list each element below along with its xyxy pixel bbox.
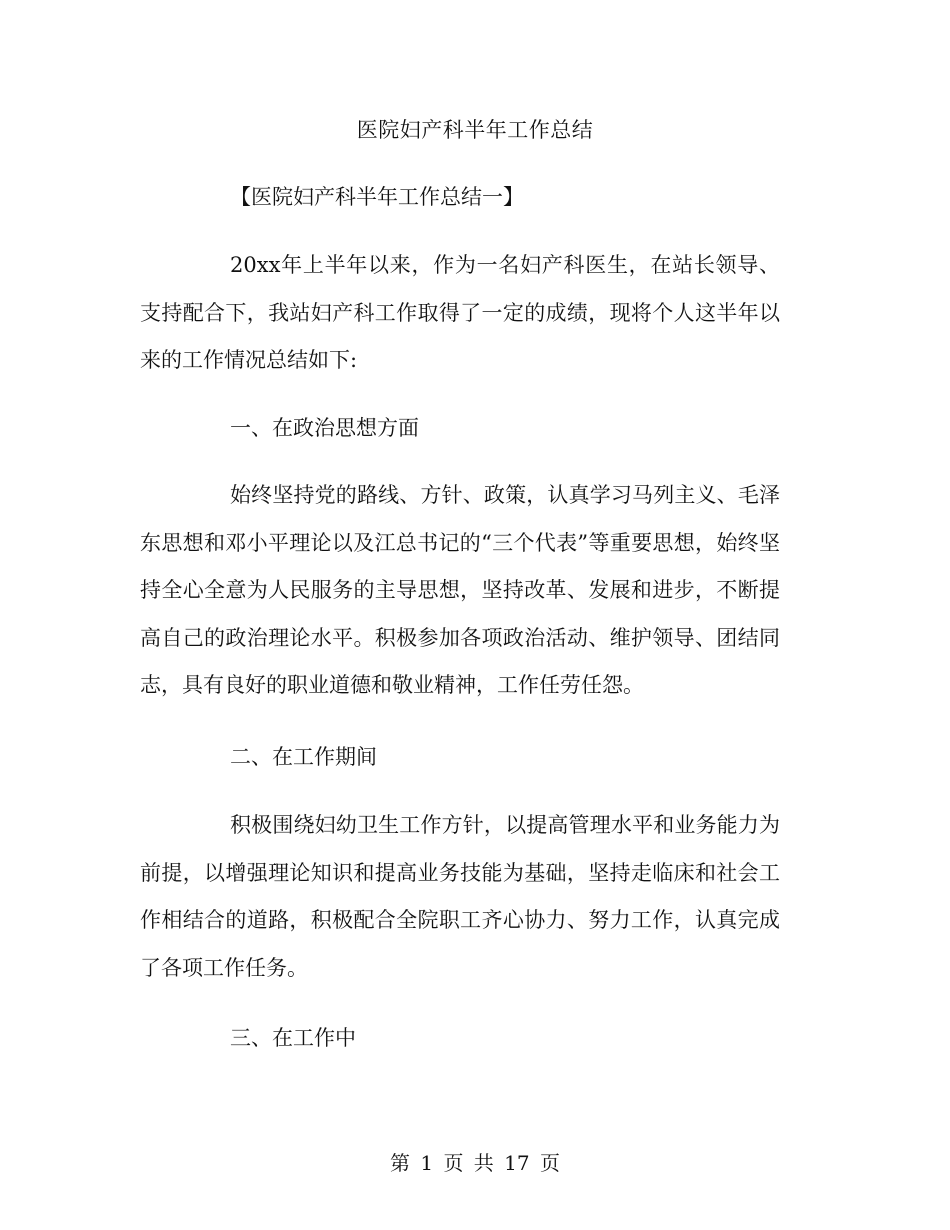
- section-body-2: 积极围绕妇幼卫生工作方针，以提高管理水平和业务能力为前提，以增强理论知识和提高业务技能为基础，坚持走临床和社会工作相结合的道路，积极配合全院职工齐心协力、努力工作，认真完成了各项工作任务。: [140, 813, 780, 980]
- page-number-footer: 第 1 页 共 17 页: [390, 1151, 560, 1175]
- section-heading-3: 三、在工作中: [230, 1026, 356, 1050]
- document-title: 医院妇产科半年工作总结: [356, 118, 594, 142]
- section-body-1: 始终坚持党的路线、方针、政策，认真学习马列主义、毛泽东思想和邓小平理论以及江总书记的“三个代表”等重要思想，始终坚持全心全意为人民服务的主导思想，坚持改革、发展和进步，不断提高自己的政治理论水平。积极参加各项政治活动、维护领导、团结同志，具有良好的职业道德和敬业精神，工作任劳任怨。: [140, 483, 780, 697]
- section-heading-2: 二、在工作期间: [230, 745, 377, 769]
- section-heading-1: 一、在政治思想方面: [230, 416, 419, 440]
- intro-paragraph: 20xx年上半年以来，作为一名妇产科医生，在站长领导、支持配合下，我站妇产科工作取得了一定的成绩，现将个人这半年以来的工作情况总结如下:: [140, 253, 780, 372]
- document-subtitle: 【医院妇产科半年工作总结一】: [230, 185, 524, 209]
